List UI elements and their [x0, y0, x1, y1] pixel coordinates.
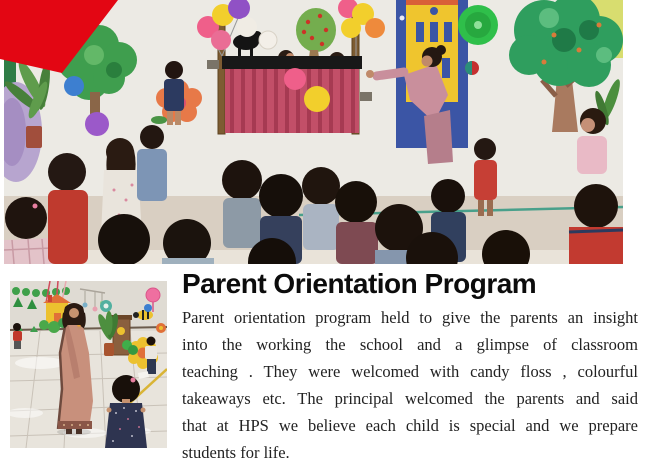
article-body: [182, 304, 638, 461]
body-text-line: teaching . They were welcomed with candy floss , colourful: [182, 362, 638, 381]
apple-tree-cutout: [296, 8, 336, 52]
corner-ribbon-shape: [0, 0, 118, 73]
body-text-line: takeaways etc. The principal welcomed the parents and said: [182, 389, 638, 408]
corner-ribbon: [0, 0, 118, 74]
purple-balloon: [85, 112, 109, 136]
body-text-line: Parent orientation program held to give the parents an insight: [182, 308, 638, 327]
bee-cutout: [137, 310, 153, 320]
blue-balloon: [64, 76, 84, 96]
body-text-line: into the working the school and a glimpse of classroom: [182, 335, 638, 354]
principal-speech-scene: [10, 281, 167, 448]
floating-yellow-balloon: [304, 86, 330, 112]
body-text-line: that at HPS we believe each child is special and we prepare: [182, 416, 638, 435]
kid-far-left: [13, 323, 22, 349]
orientation-photo: [10, 281, 167, 448]
section-title: Parent Orientation Program: [182, 268, 537, 299]
article-column: [182, 268, 638, 461]
stage-board: [222, 56, 362, 69]
floating-pink-balloon: [284, 68, 306, 90]
body-text-line: students for life.: [182, 443, 290, 461]
